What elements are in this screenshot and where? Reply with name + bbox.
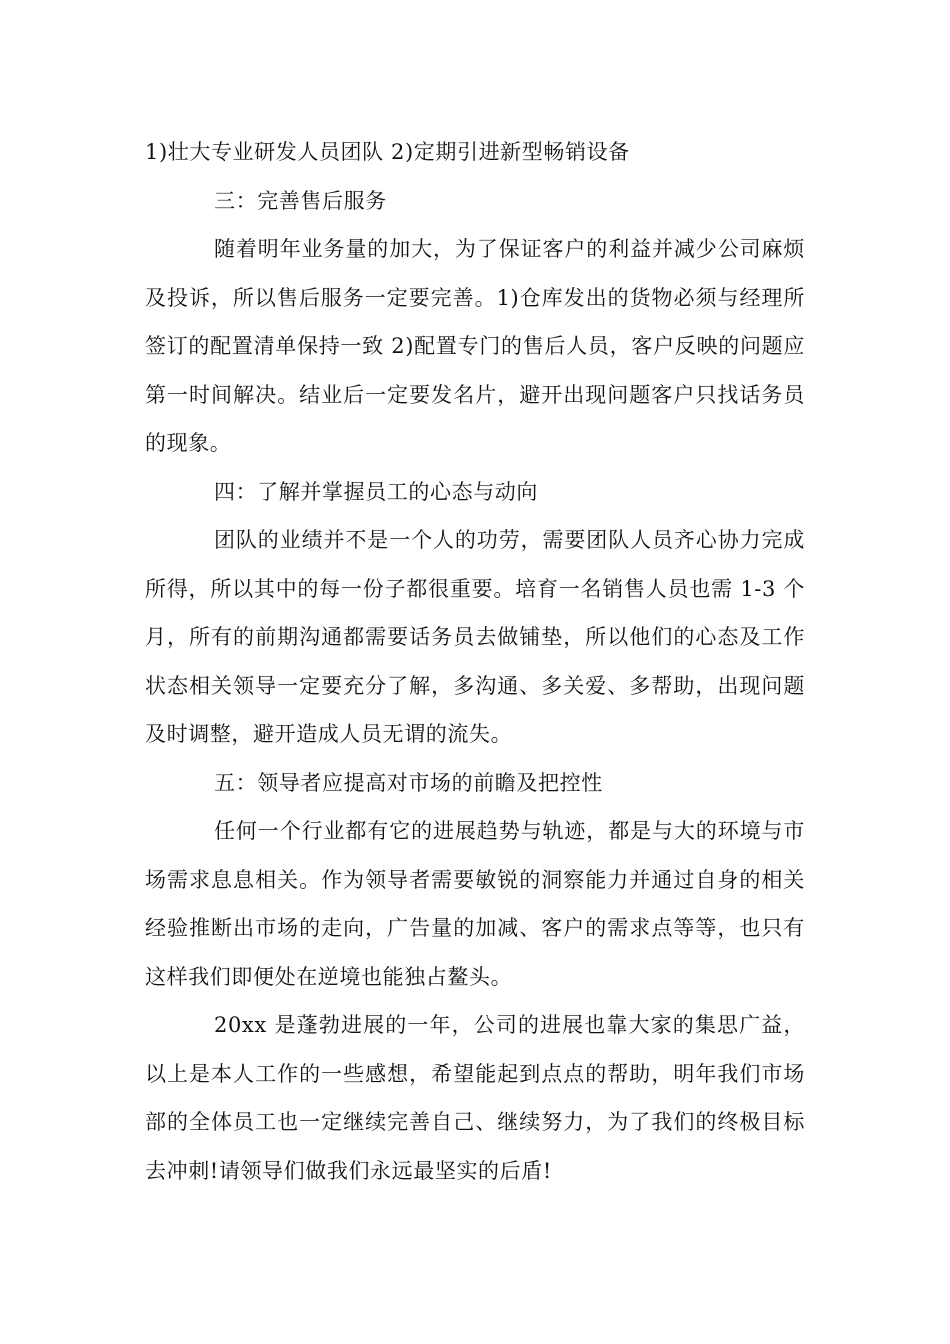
paragraph-staff-mindset: 团队的业绩并不是一个人的功劳，需要团队人员齐心协力完成所得，所以其中的每一份子都很重要。培育一名销售人员也需 1-3 个月，所有的前期沟通都需要话务员去做铺垫，所以他们的心态及工作状态相关领导一定要充分了解，多沟通、多关爱、多帮助，出现问题及时调整，避开造成人员无谓的流失。 — [145, 528, 805, 746]
section-heading-after-sales: 三：完善售后服务 — [214, 188, 387, 213]
paragraph-after-sales: 随着明年业务量的加大，为了保证客户的利益并减少公司麻烦及投诉，所以售后服务一定要完善。1)仓库发出的货物必须与经理所签订的配置清单保持一致 2)配置专门的售后人员，客户反映的问题应第一时间解决。结业后一定要发名片，避开出现问题客户只找话务员的现象。 — [145, 237, 805, 455]
section-heading-staff-mindset: 四：了解并掌握员工的心态与动向 — [214, 479, 538, 504]
paragraph-market-foresight: 任何一个行业都有它的进展趋势与轨迹，都是与大的环境与市场需求息息相关。作为领导者需要敏锐的洞察能力并通过自身的相关经验推断出市场的走向，广告量的加减、客户的需求点等等，也只有这样我们即便处在逆境也能独占鳌头。 — [145, 819, 805, 989]
paragraph-equipment-plan: 1)壮大专业研发人员团队 2)定期引进新型畅销设备 — [145, 140, 630, 164]
section-heading-market-foresight: 五：领导者应提高对市场的前瞻及把控性 — [214, 770, 603, 795]
document-body — [145, 128, 805, 1195]
paragraph-conclusion: 20xx 是蓬勃进展的一年，公司的进展也靠大家的集思广益，以上是本人工作的一些感想，希望能起到点点的帮助，明年我们市场部的全体员工也一定继续完善自己、继续努力，为了我们的终极目标去冲刺!请领导们做我们永远最坚实的后盾! — [145, 1013, 805, 1183]
